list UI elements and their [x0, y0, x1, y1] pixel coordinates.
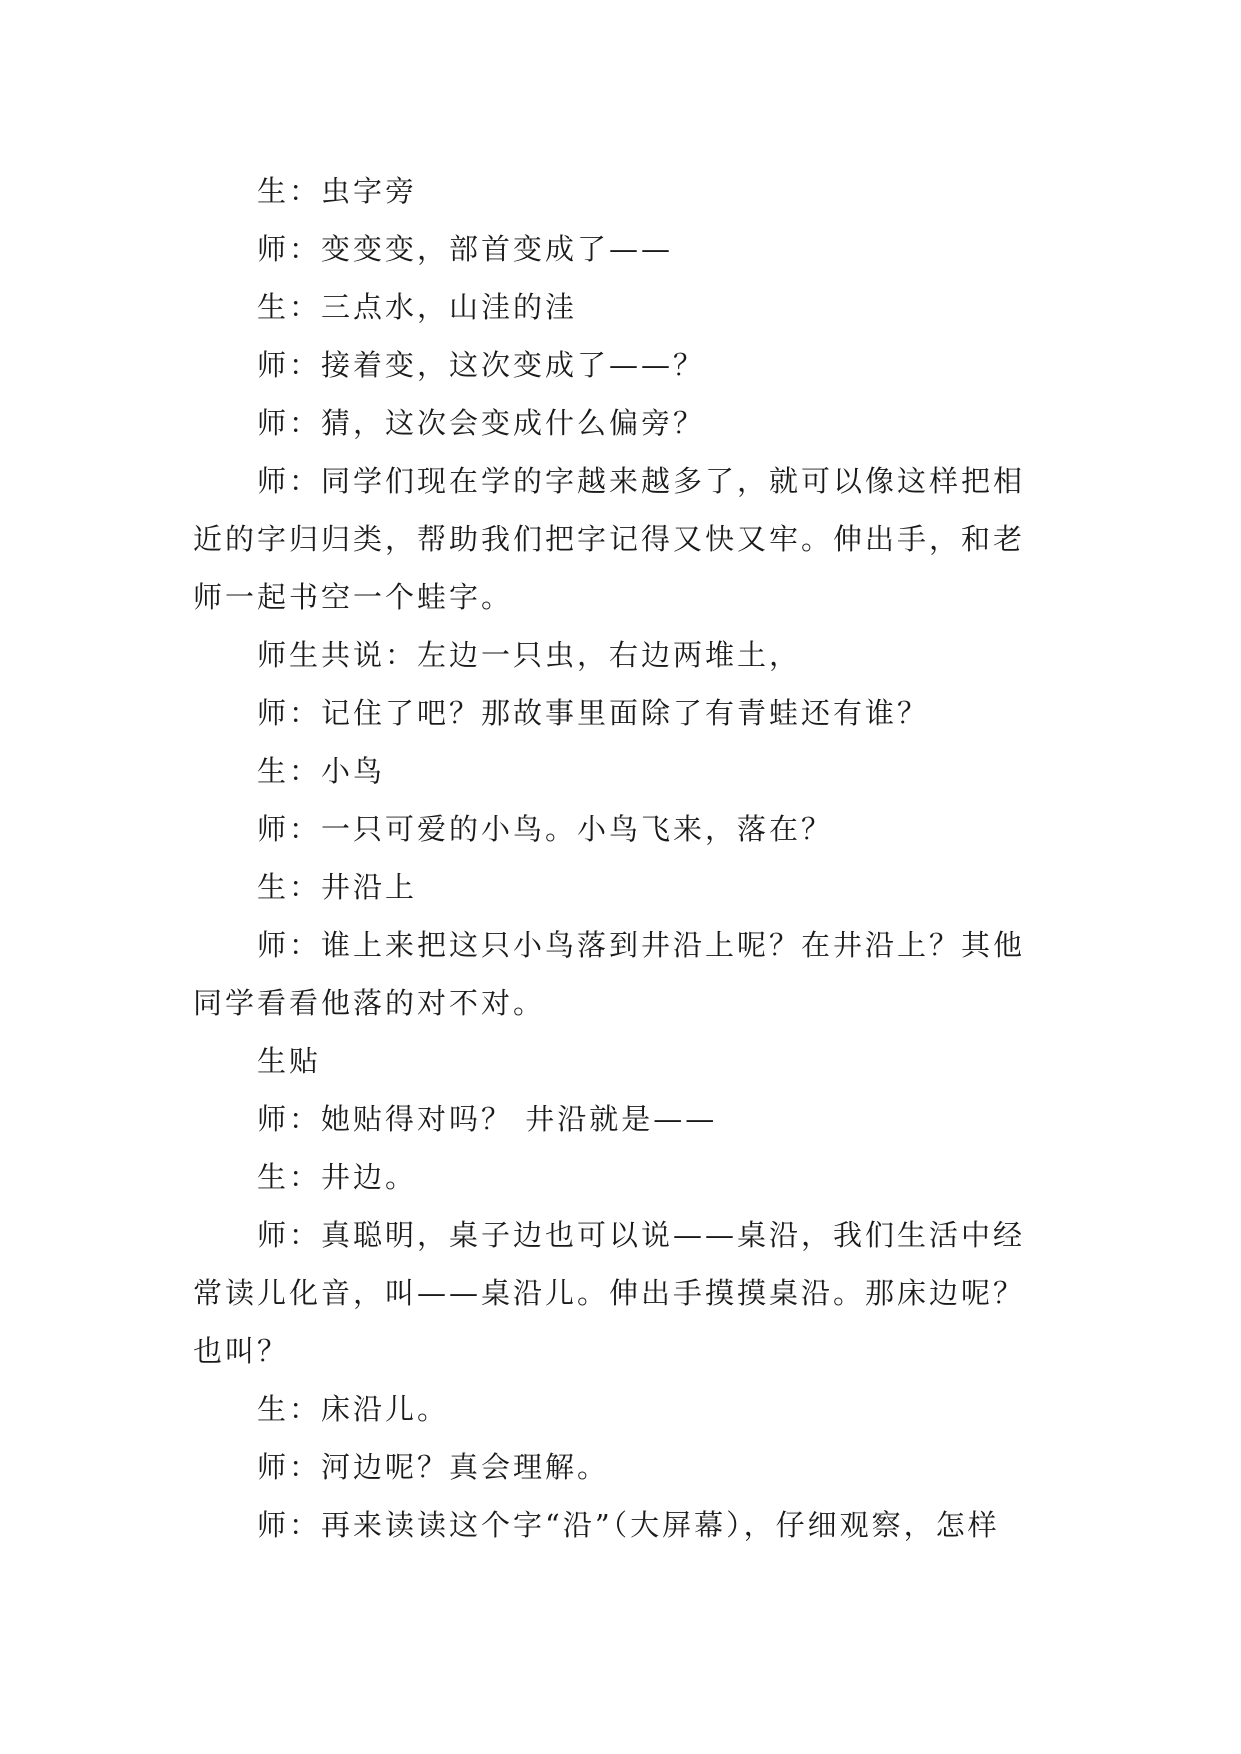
paragraph: 师：记住了吧？那故事里面除了有青蛙还有谁？ [257, 696, 930, 730]
paragraph: 生：小鸟 [257, 754, 386, 788]
paragraph: 师：同学们现在学的字越来越多了，就可以像这样把相近的字归归类，帮助我们把字记得又快又牢。伸出手，和老师一起书空一个蛙字。 [193, 464, 1026, 614]
paragraph: 师：接着变，这次变成了——？ [257, 348, 706, 382]
paragraph: 师：一只可爱的小鸟。小鸟飞来，落在？ [257, 812, 834, 846]
paragraph: 生：虫字旁 [257, 174, 418, 208]
paragraph: 生：三点水，山洼的洼 [257, 290, 578, 324]
paragraph: 师：她贴得对吗？ 井沿就是—— [257, 1102, 718, 1136]
paragraph: 师：变变变，部首变成了—— [257, 232, 674, 266]
paragraph: 师：再来读读这个字“沿”（大屏幕），仔细观察，怎样 [257, 1508, 1000, 1542]
paragraph: 生：床沿儿。 [257, 1392, 450, 1426]
paragraph: 师：真聪明，桌子边也可以说——桌沿，我们生活中经常读儿化音，叫——桌沿儿。伸出手摸摸桌沿。那床边呢？也叫？ [193, 1218, 1026, 1368]
paragraph: 生贴 [257, 1044, 322, 1078]
paragraph: 师：谁上来把这只小鸟落到井沿上呢？在井沿上？其他同学看看他落的对不对。 [193, 928, 1026, 1020]
paragraph: 生：井边。 [257, 1160, 418, 1194]
paragraph: 生：井沿上 [257, 870, 418, 904]
paragraph: 师：河边呢？真会理解。 [257, 1450, 610, 1484]
paragraph: 师生共说：左边一只虫，右边两堆土， [257, 638, 802, 672]
paragraph: 师：猜，这次会变成什么偏旁？ [257, 406, 706, 440]
document-page [193, 162, 1053, 1554]
